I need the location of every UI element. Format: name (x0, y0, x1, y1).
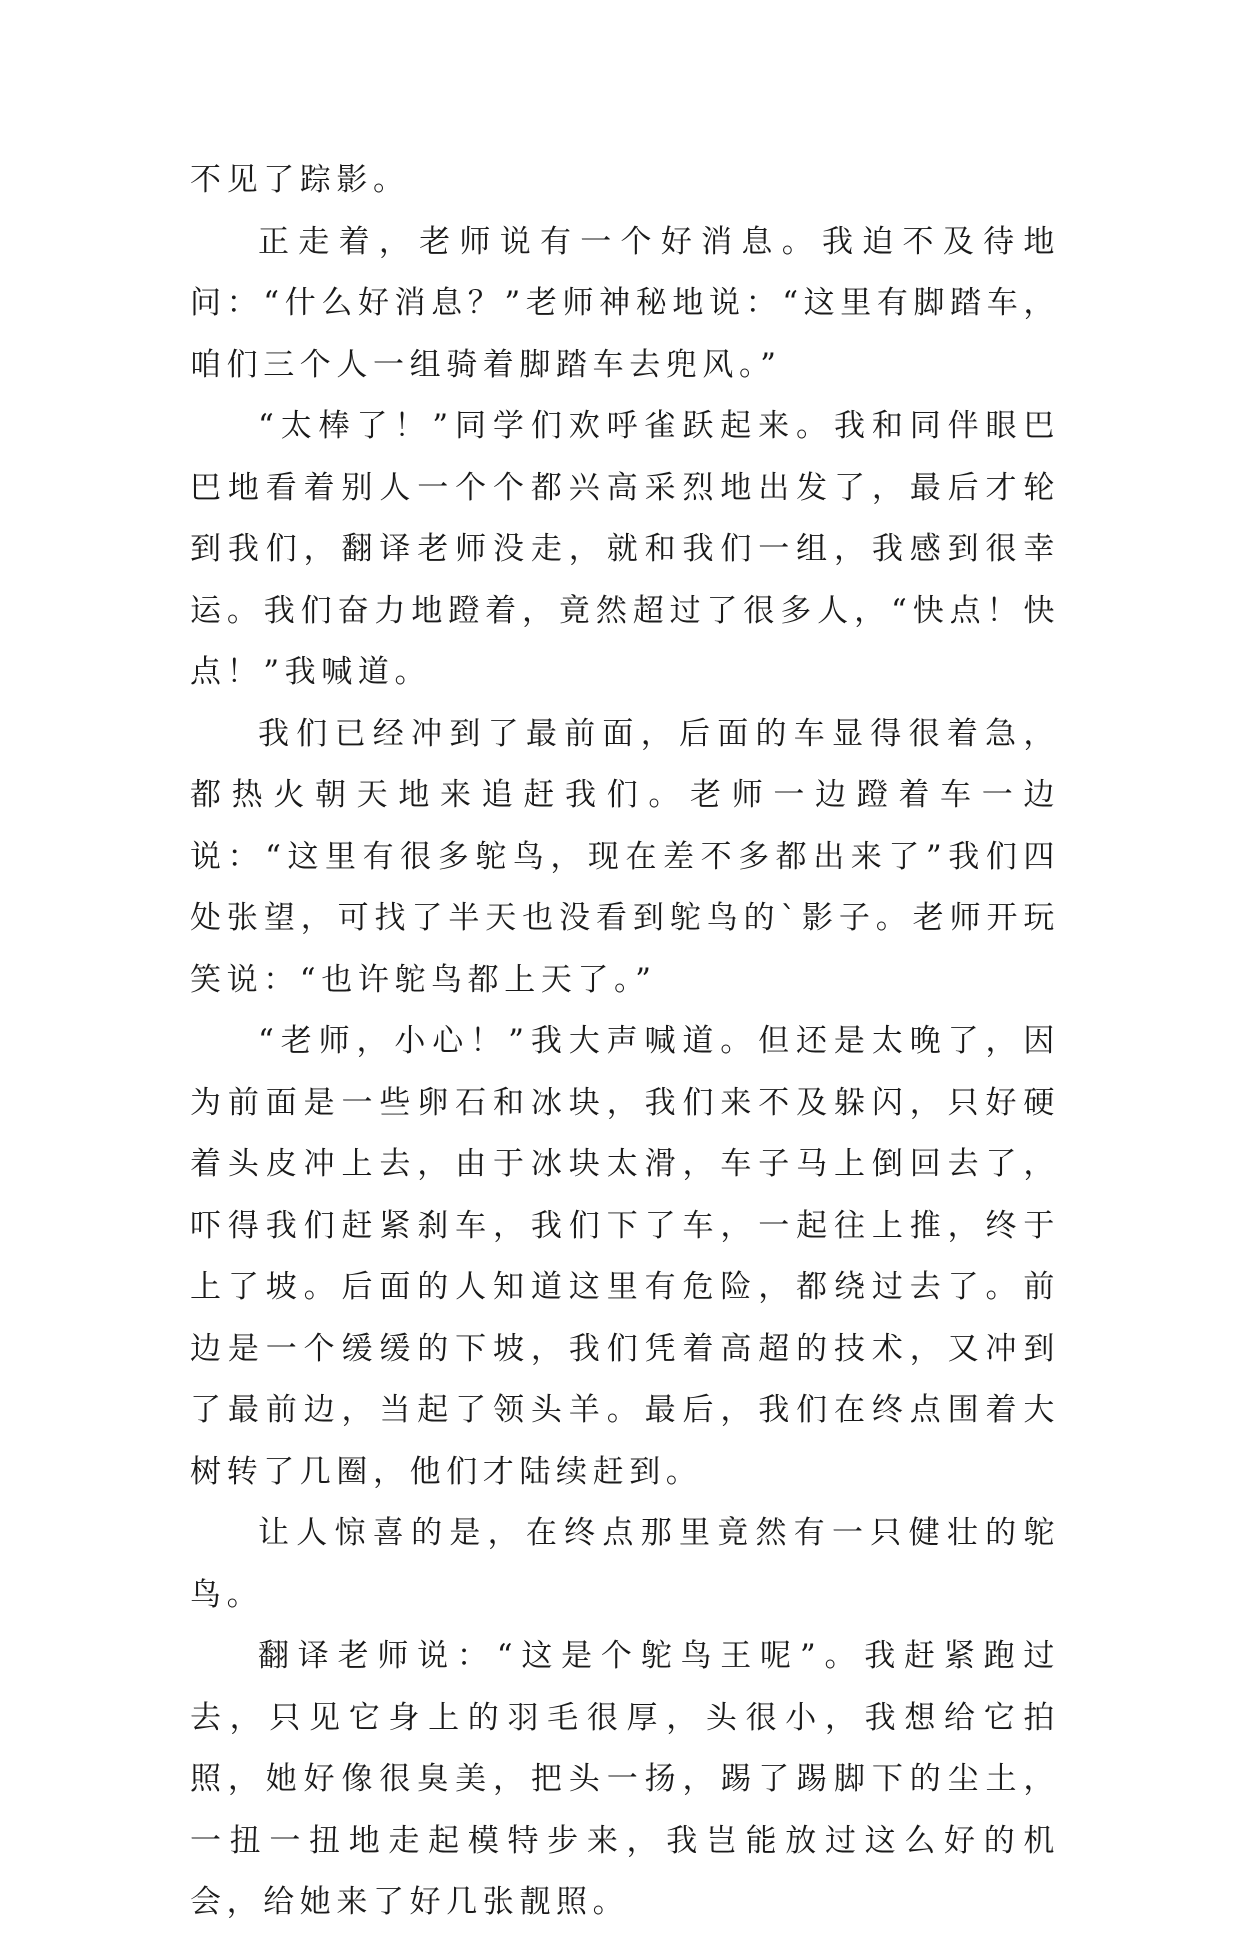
paragraph-6: 让人惊喜的是，在终点那里竟然有一只健壮的鸵鸟。 (190, 1515, 1060, 1613)
paragraph-2: 正走着，老师说有一个好消息。我迫不及待地问：“什么好消息？”老师神秘地说：“这里有脚踏车，咱们三个人一组骑着脚踏车去兜风。” (190, 223, 1060, 383)
paragraph-7: 翻译老师说：“这是个鸵鸟王呢”。我赶紧跑过去，只见它身上的羽毛很厚，头很小，我想给它拍照，她好像很臭美，把头一扬，踢了踢脚下的尘土，一扭一扭地走起模特步来，我岂能放过这么好的机会，给她来了好几张靓照。 (190, 1638, 1060, 1920)
paragraph-1: 不见了踪影。 (190, 162, 410, 198)
paragraph-5: “老师，小心！”我大声喊道。但还是太晚了，因为前面是一些卵石和冰块，我们来不及躲闪，只好硬着头皮冲上去，由于冰块太滑，车子马上倒回去了，吓得我们赶紧刹车，我们下了车，一起往上推，终于上了坡。后面的人知道这里有危险，都绕过去了。前边是一个缓缓的下坡，我们凭着高超的技术，又冲到了最前边，当起了领头羊。最后，我们在终点围着大树转了几圈，他们才陆续赶到。 (190, 1023, 1060, 1490)
paragraph-4: 我们已经冲到了最前面，后面的车显得很着急，都热火朝天地来追赶我们。老师一边蹬着车一边说：“这里有很多鸵鸟，现在差不多都出来了”我们四处张望，可找了半天也没看到鸵鸟的`影子。老师开玩笑说：“也许鸵鸟都上天了。” (190, 715, 1060, 998)
document-body (190, 150, 1060, 1934)
paragraph-3: “太棒了！”同学们欢呼雀跃起来。我和同伴眼巴巴地看着别人一个个都兴高采烈地出发了，最后才轮到我们，翻译老师没走，就和我们一组，我感到很幸运。我们奋力地蹬着，竟然超过了很多人，“快点！快点！”我喊道。 (190, 408, 1060, 690)
